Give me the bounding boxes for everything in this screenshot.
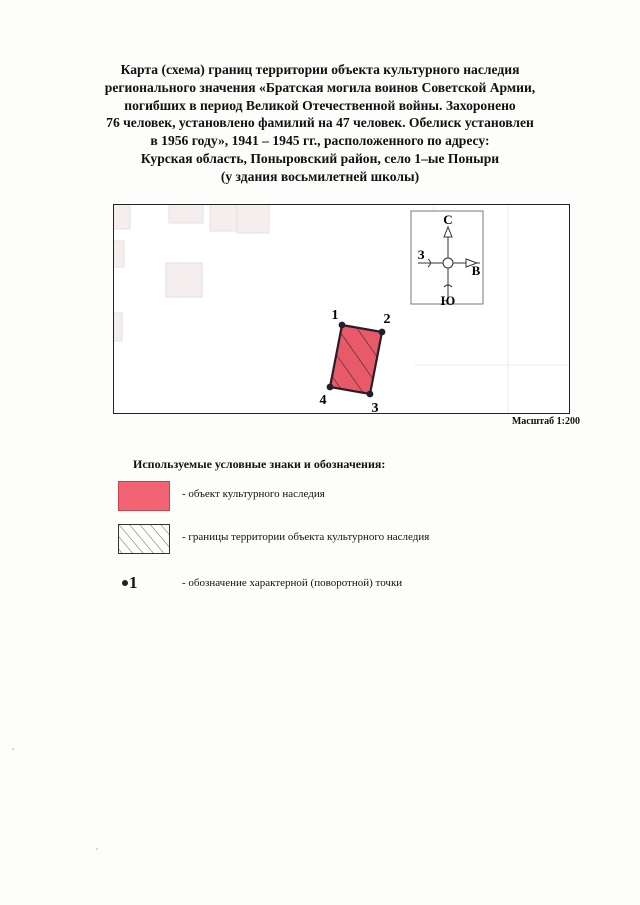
territory-hatch	[330, 325, 382, 394]
turning-point-1	[339, 322, 346, 329]
map-canvas	[114, 205, 569, 413]
title-line: Курская область, Поныровский район, село 1–ые Поныри	[140, 150, 500, 166]
point-label-1: 1	[331, 308, 339, 323]
legend-point-symbol	[122, 573, 138, 593]
map-frame	[113, 204, 570, 414]
point-label-3: 3	[371, 401, 379, 413]
scan-speck	[96, 848, 98, 850]
legend-fill-swatch	[118, 481, 170, 511]
point-dot-icon	[122, 580, 128, 586]
title-line: в 1956 году», 1941 – 1945 гг., расположенного по адресу:	[150, 133, 490, 149]
legend-item-territory	[118, 524, 558, 556]
map-title	[80, 61, 560, 186]
turning-point-2	[379, 329, 386, 336]
compass-east-label: В	[471, 263, 481, 278]
legend-item-text: - обозначение характерной (поворотной) точки	[182, 577, 403, 589]
heritage-object	[320, 308, 391, 413]
legend-item-text: - объект культурного наследия	[182, 488, 325, 500]
legend-point-number: 1	[129, 573, 138, 592]
title-line: регионального значения «Братская могила воинов Советской Армии,	[104, 79, 536, 95]
title-line: Карта (схема) границ территории объекта культурного наследия	[120, 62, 520, 77]
turning-point-3	[367, 391, 374, 398]
scale-label: Масштаб 1:200	[511, 416, 580, 427]
background-buildings	[114, 205, 269, 341]
turning-point-4	[327, 384, 334, 391]
title-line: погибших в период Великой Отечественной войны. Захоронено	[124, 97, 516, 113]
title-line: (у здания восьмилетней школы)	[220, 168, 420, 184]
legend-title: Используемые условные знаки и обозначения:	[133, 457, 386, 471]
title-line: 76 человек, установлено фамилий на 47 человек. Обелиск установлен	[106, 115, 534, 131]
compass-south-label: Ю	[440, 293, 456, 308]
legend-item-point	[118, 573, 558, 605]
compass-north-label: С	[443, 212, 453, 227]
compass-west-label: З	[417, 247, 425, 262]
compass	[411, 211, 483, 308]
legend-hatch-swatch	[118, 524, 170, 554]
point-label-4: 4	[319, 393, 327, 408]
legend-item-object	[118, 481, 558, 513]
point-label-2: 2	[383, 312, 391, 327]
scan-speck	[12, 748, 14, 750]
legend-item-text: - границы территории объекта культурного наследия	[182, 531, 430, 543]
